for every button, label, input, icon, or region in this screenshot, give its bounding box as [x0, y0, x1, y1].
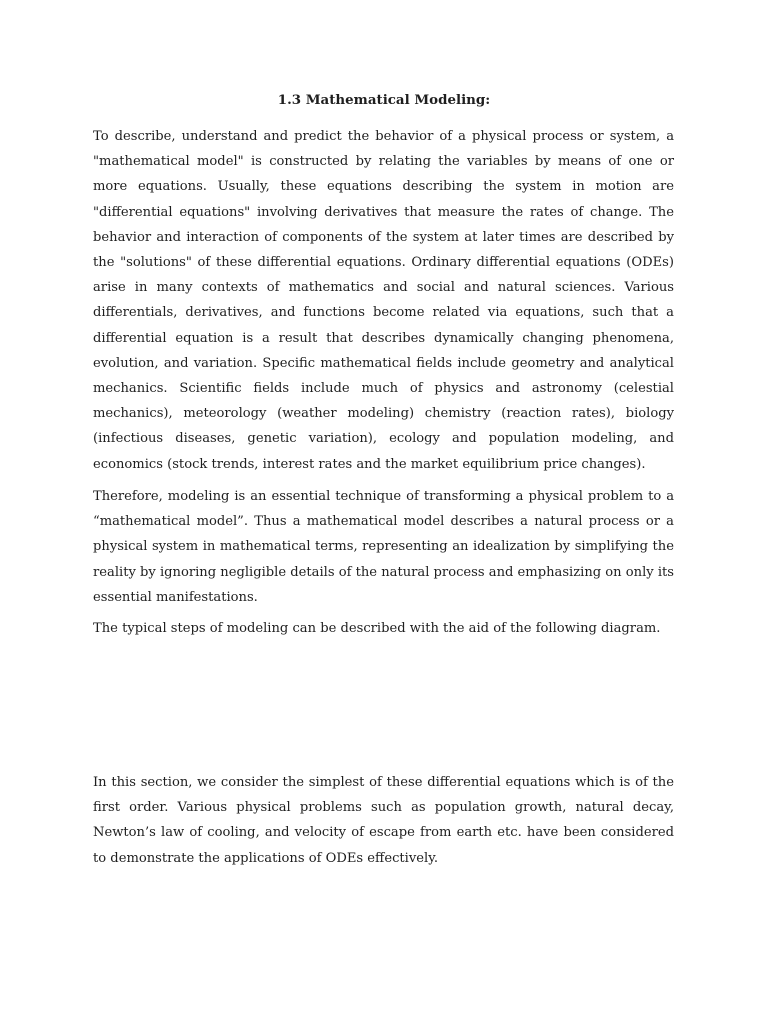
paragraph-modeling-technique: Therefore, modeling is an essential technique of transforming a physical problem to a “mathematical model”. Thus a mathematical model describes a natural process or a physical system in mathematical terms, representing an idealization by simplifying the reality by ignoring negligible details of the natural process and emphasizing on only its essential manifestations.: [93, 489, 675, 605]
paragraph-mathematical-model: To describe, understand and predict the behavior of a physical process or system, a "mathematical model" is constructed by relating the variables by means of one or more equations. Usually, these equations describing the system in motion are "differential equations" involving derivatives that measure the rates of change. The behavior and interaction of components of the system at later times are described by the "solutions" of these differential equations. Ordinary differential equations (ODEs) arise in many contexts of mathematics and social and natural sciences. Various differentials, derivatives, and functions become related via equations, such that a differential equation is a result that describes dynamically changing phenomena, evolution, and variation. Specific mathematical fields include geometry and analytical mechanics. Scientific fields include much of physics and astronomy (celestial mechanics), meteorology (weather modeling) chemistry (reaction rates), biology (infectious diseases, genetic variation), ecology and population modeling, and economics (stock trends, interest rates and the market equilibrium price changes).: [93, 129, 674, 472]
paragraph-diagram-intro: The typical steps of modeling can be described with the aid of the following diagram.: [93, 621, 661, 636]
paragraph-first-order-odes: In this section, we consider the simplest of these differential equations which is of the first order. Various physical problems such as population growth, natural decay, Newton’s law of cooling, and velocity of escape from earth etc. have been considered to demonstrate the applications of ODEs effectively.: [93, 775, 674, 866]
section-heading: 1.3 Mathematical Modeling:: [277, 92, 491, 108]
